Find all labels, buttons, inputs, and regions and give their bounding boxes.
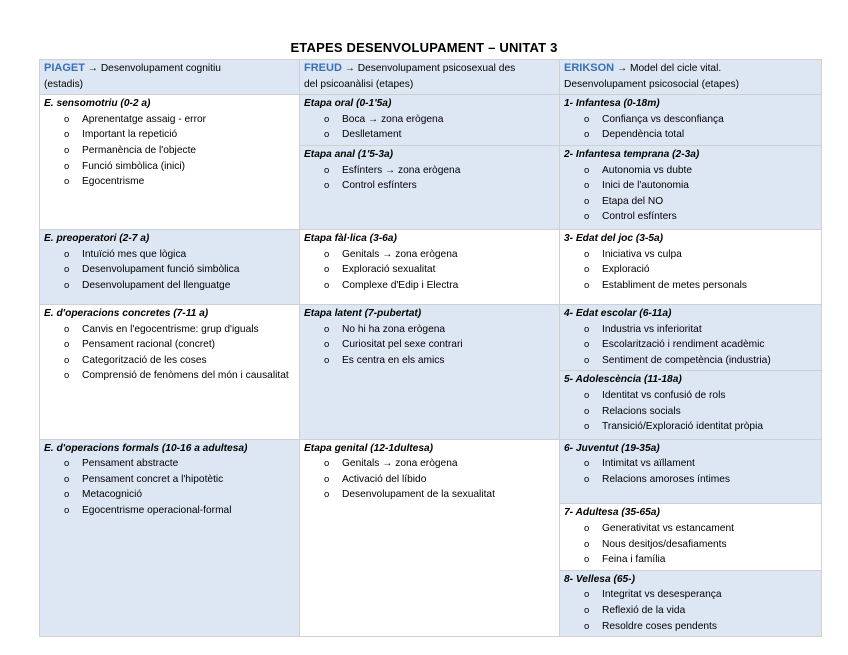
erikson-stage-cell [560, 95, 822, 230]
list-item: o Activació del líbido [324, 472, 555, 488]
stages-table [39, 59, 822, 637]
stage-title: 3- Edat del joc (3-5a) [564, 232, 664, 244]
stage-items [44, 112, 295, 190]
header-freud [300, 60, 560, 95]
stage-items [564, 521, 817, 568]
stage-title: 4- Edat escolar (6-11a) [564, 307, 672, 319]
freud-stage-cell [300, 304, 560, 439]
list-item: o Autonomia vs dubte [584, 163, 817, 179]
erikson-substage [560, 145, 821, 227]
list-item: o Aprenentatge assaig - error [64, 112, 295, 128]
header-piaget [40, 60, 300, 95]
freud-stage-cell [300, 439, 560, 637]
stage-items [304, 322, 555, 369]
header-desc: Desenvolupament psicosexual des [357, 63, 516, 74]
list-item: o Genitals → zona erògena [324, 247, 555, 263]
list-item: o Permanència de l'objecte [64, 143, 295, 159]
table-row [40, 304, 822, 439]
list-item: o Iniciativa vs culpa [584, 247, 817, 263]
list-item: o Dependència total [584, 127, 817, 143]
list-item: o Comprensió de fenòmens del món i causalitat [64, 368, 295, 384]
piaget-stage-cell [40, 439, 300, 637]
piaget-stage-cell [40, 95, 300, 230]
erikson-substage [560, 370, 821, 436]
list-item: o Boca → zona erògena [324, 112, 555, 128]
list-item: o Exploració sexualitat [324, 262, 555, 278]
list-item: o Nous desitjos/desafiaments [584, 537, 817, 553]
table-row [40, 439, 822, 637]
list-item: o No hi ha zona erògena [324, 322, 555, 338]
list-item: o Inici de l'autonomia [584, 178, 817, 194]
stage-title: 7- Adultesa (35-65a) [564, 507, 660, 519]
list-item: o Integritat vs desesperança [584, 587, 817, 603]
erikson-stage-cell [560, 229, 822, 304]
list-item: o Canvis en l'egocentrisme: grup d'iguals [64, 322, 295, 338]
table-row [40, 229, 822, 304]
piaget-stage-cell [40, 304, 300, 439]
stage-title: 2- Infantesa temprana (2-3a) [564, 148, 700, 160]
stage-items [564, 587, 817, 634]
list-item: o Funció simbòlica (inici) [64, 159, 295, 175]
list-item: o Control esfínters [324, 178, 555, 194]
list-item: o Deslletament [324, 127, 555, 143]
list-item: o Confiança vs desconfiança [584, 112, 817, 128]
stage-title: E. d'operacions formals (10-16 a adultesa) [44, 442, 248, 454]
list-item: o Pensament abstracte [64, 456, 295, 472]
stage-items [564, 456, 817, 487]
list-item: o Generativitat vs estancament [584, 521, 817, 537]
list-item: o Intimitat vs aïllament [584, 456, 817, 472]
list-item: o Desenvolupament de la sexualitat [324, 487, 555, 503]
erikson-stage-cell [560, 439, 822, 637]
list-item: o Esfínters → zona erògena [324, 163, 555, 179]
list-item: o Pensament racional (concret) [64, 337, 295, 353]
header-name: FREUD [304, 62, 342, 74]
list-item: o Industria vs inferioritat [584, 322, 817, 338]
header-name: PIAGET [44, 62, 85, 74]
stage-title: 1- Infantesa (0-18m) [564, 98, 660, 110]
header-name: ERIKSON [564, 62, 615, 74]
stage-items [304, 112, 555, 143]
erikson-substage [560, 503, 821, 569]
list-item: o Etapa del NO [584, 194, 817, 210]
arrow-icon: → [616, 63, 628, 74]
list-item: o Complexe d'Edip i Electra [324, 278, 555, 294]
erikson-substage [560, 440, 821, 504]
stage-title: Etapa latent (7-pubertat) [304, 307, 422, 319]
stage-title: 5- Adolescència (11-18a) [564, 374, 682, 386]
list-item: o Genitals → zona erògena [324, 456, 555, 472]
stage-title: 6- Juventut (19-35a) [564, 442, 660, 454]
stage-items [44, 456, 295, 518]
header-desc: Desenvolupament cognitiu [100, 63, 221, 74]
erikson-substage [560, 570, 821, 636]
list-item: o Escolarització i rendiment acadèmic [584, 337, 817, 353]
stage-title: 8- Vellesa (65-) [564, 573, 635, 585]
stage-items [564, 322, 817, 369]
list-item: o Desenvolupament del llenguatge [64, 278, 295, 294]
list-item: o Important la repetició [64, 127, 295, 143]
list-item: o Exploració [584, 262, 817, 278]
arrow-icon: → [87, 63, 98, 74]
stage-items [44, 322, 295, 384]
piaget-stage-cell [40, 229, 300, 304]
stage-title: Etapa genital (12-1dultesa) [304, 442, 434, 454]
list-item: o Metacognició [64, 487, 295, 503]
document-title: ETAPES DESENVOLUPAMENT – UNITAT 3 [290, 40, 558, 55]
freud-substage [300, 145, 559, 196]
header-desc: Model del cicle vital. [630, 63, 722, 74]
stage-title: E. preoperatori (2-7 a) [44, 232, 150, 244]
stage-title: Etapa anal (1'5-3a) [304, 148, 394, 160]
list-item: o Es centra en els amics [324, 353, 555, 369]
header-desc: (estadis) [44, 78, 84, 90]
table-row [40, 95, 822, 230]
arrow-icon: → [344, 63, 355, 74]
list-item: o Relacions socials [584, 404, 817, 420]
stage-items [564, 163, 817, 225]
list-item: o Relacions amoroses íntimes [584, 472, 817, 488]
stage-items [304, 163, 555, 194]
header-desc: del psicoanàlisi (etapes) [304, 78, 414, 90]
list-item: o Desenvolupament funció simbòlica [64, 262, 295, 278]
freud-stage-cell [300, 229, 560, 304]
stage-items [564, 388, 817, 435]
list-item: o Reflexió de la vida [584, 603, 817, 619]
stage-title: E. sensomotriu (0-2 a) [44, 98, 151, 110]
list-item: o Transició/Exploració identitat pròpia [584, 419, 817, 435]
header-row [40, 60, 822, 95]
list-item: o Egocentrisme operacional-formal [64, 503, 295, 519]
list-item: o Intuïció mes que lògica [64, 247, 295, 263]
list-item: o Establiment de metes personals [584, 278, 817, 294]
list-item: o Identitat vs confusió de rols [584, 388, 817, 404]
header-desc: Desenvolupament psicosocial (etapes) [564, 78, 739, 90]
list-item: o Feina i família [584, 552, 817, 568]
list-item: o Categorització de les coses [64, 353, 295, 369]
list-item: o Pensament concret a l'hipotètic [64, 472, 295, 488]
list-item: o Control esfínters [584, 209, 817, 225]
stage-items [304, 247, 555, 294]
stage-items [44, 247, 295, 294]
header-erikson [560, 60, 822, 95]
stage-items [564, 247, 817, 294]
list-item: o Egocentrisme [64, 174, 295, 190]
erikson-stage-cell [560, 304, 822, 439]
list-item: o Curiositat pel sexe contrari [324, 337, 555, 353]
stage-title: Etapa fàl·lica (3-6a) [304, 232, 397, 244]
list-item: o Sentiment de competència (industria) [584, 353, 817, 369]
stage-title: E. d'operacions concretes (7-11 a) [44, 307, 209, 319]
list-item: o Resoldre coses pendents [584, 619, 817, 635]
stage-items [304, 456, 555, 503]
freud-stage-cell [300, 95, 560, 230]
stage-title: Etapa oral (0-1'5a) [304, 98, 392, 110]
stage-items [564, 112, 817, 143]
